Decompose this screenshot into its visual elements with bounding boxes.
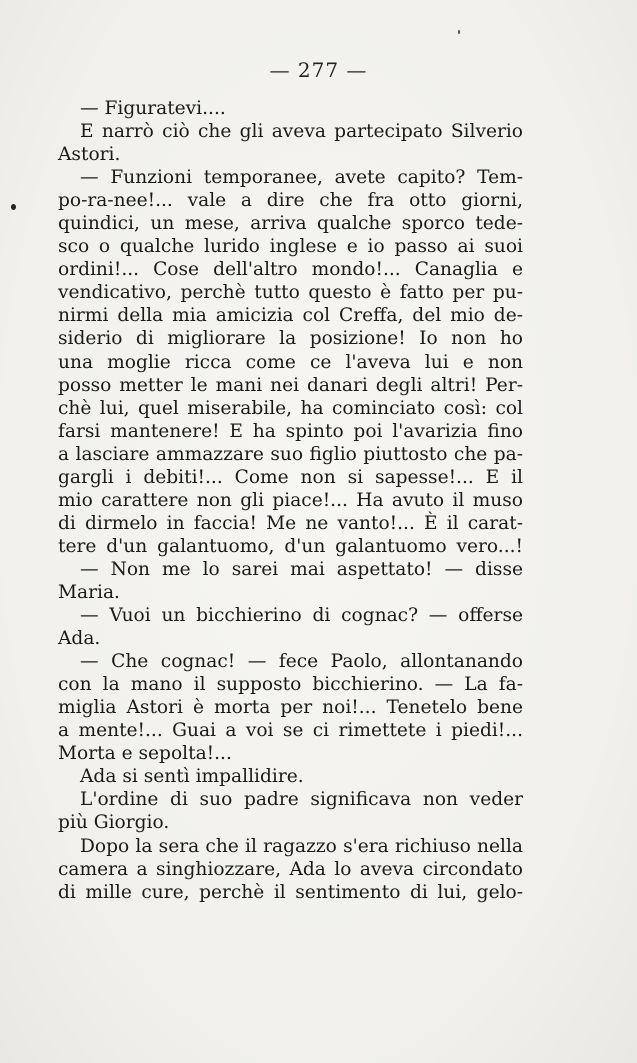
text-line: Astori. [58,144,121,166]
text-line: E narrò ciò che gli aveva partecipato Silverio [80,121,523,143]
text-line: siderio di migliorare la posizione! Io non ho [58,328,523,350]
text-line: vendicativo, perchè tutto questo è fatto per pu- [58,282,523,304]
text-line: una moglie ricca come ce l'aveva lui e non [58,351,523,373]
text-line: tere d'un galantuomo, d'un galantuomo vero...! [58,535,523,557]
text-line: sco o qualche lurido inglese e io passo ai suoi [58,236,523,258]
page-number: — 277 — [269,58,368,82]
text-line: a lasciare ammazzare suo figlio piuttosto che pa- [58,443,523,465]
text-line: — Figuratevi.... [80,98,226,119]
text-line: — Che cognac! — fece Paolo, allontanando [80,651,523,673]
text-line: più Giorgio. [58,812,170,834]
text-line: — Non me lo sarei mai aspettato! — disse [80,558,523,580]
margin-mark [11,204,16,210]
text-line: ordini!... Cose dell'altro mondo!... Canaglia e [58,259,523,281]
text-line: con la mano il supposto bicchierino. — La fa- [58,674,523,696]
text-line: chè lui, quel miserabile, ha cominciato così: col [58,397,523,419]
body-text [58,97,523,904]
text-line: L'ordine di suo padre significava non veder [80,789,523,811]
text-line: miglia Astori è morta per noi!... Tenetelo bene [58,697,523,719]
text-line: di mille cure, perchè il sentimento di lui, gelo- [58,881,523,903]
text-line: nirmi della mia amicizia col Creffa, del mio de- [58,305,523,327]
text-line: farsi mantenere! E ha spinto poi l'avarizia fino [58,420,523,442]
text-line: gargli i debiti!... Come non si sapesse!... E il [58,466,523,488]
text-line: quindici, un mese, arriva qualche sporco tede- [58,213,523,235]
text-line: — Vuoi un bicchierino di cognac? — offerse [80,605,523,627]
print-speck [458,30,460,34]
text-line: — Funzioni temporanee, avete capito? Tem- [80,167,523,189]
text-line: po-ra-nee!... vale a dire che fra otto giorni, [58,190,523,212]
text-line: Morta e sepolta!... [58,743,232,765]
text-line: Maria. [58,581,120,603]
text-line: di dirmelo in faccia! Me ne vanto!... È il carat- [58,512,523,534]
text-line: mio carattere non gli piace!... Ha avuto il muso [58,489,523,511]
text-line: camera a singhiozzare, Ada lo aveva circondato [58,858,523,880]
text-line: Ada si sentì impallidire. [80,766,304,788]
text-line: Ada. [58,628,101,650]
text-line: Dopo la sera che il ragazzo s'era richiuso nella [80,835,523,857]
text-line: a mente!... Guai a voi se ci rimettete i piedi!... [58,720,523,742]
text-line: posso metter le mani nei danari degli altri! Per- [58,374,523,396]
